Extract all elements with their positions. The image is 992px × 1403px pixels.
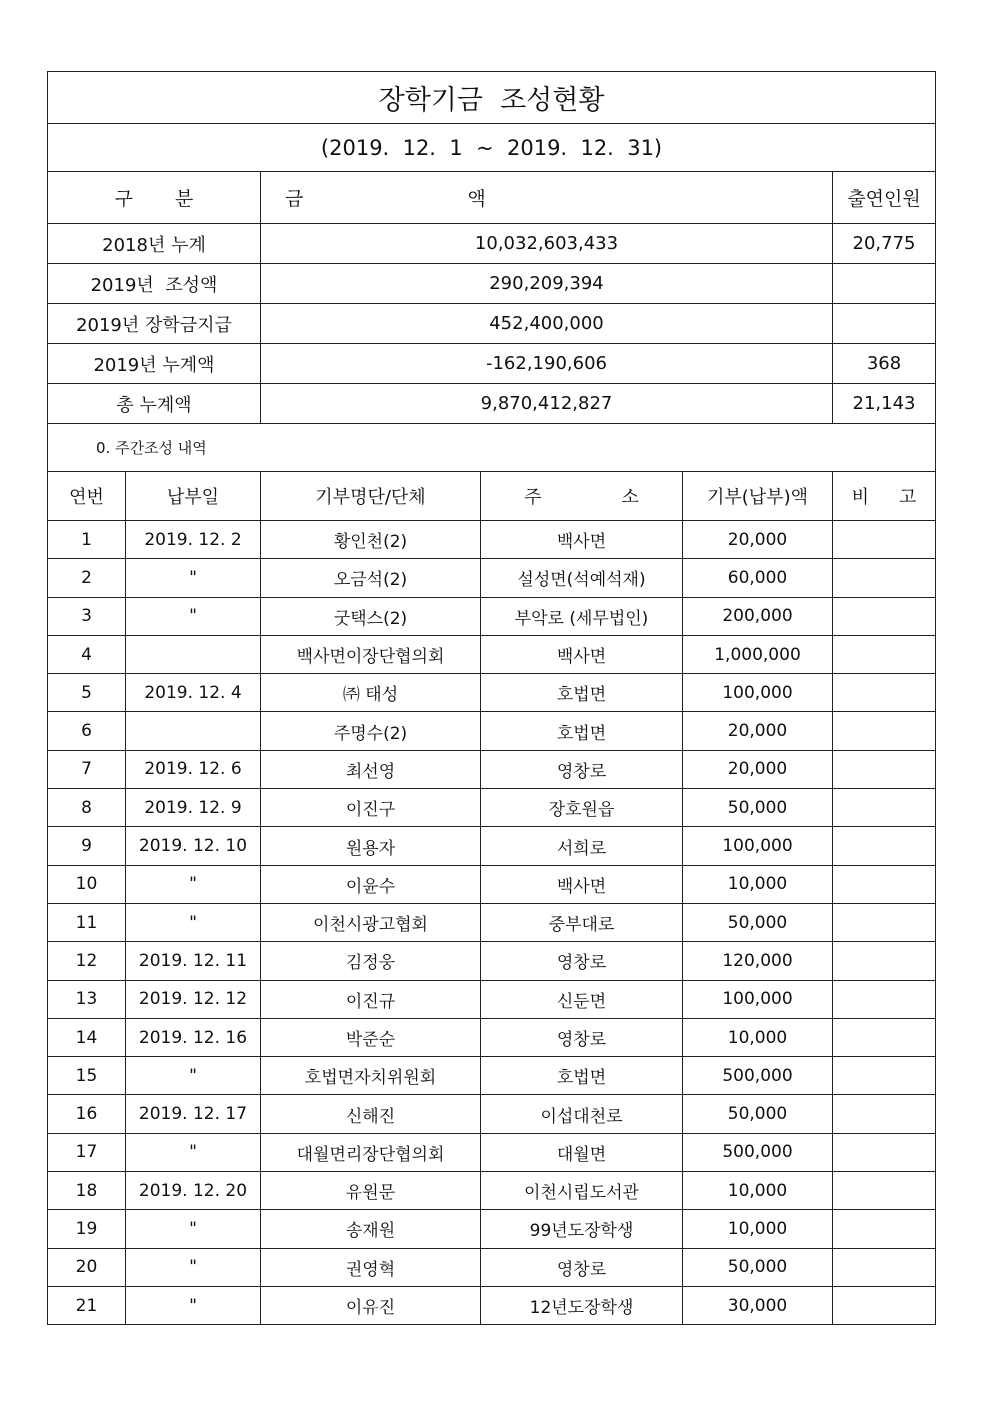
detail-header-row: [48, 472, 936, 521]
cell-note: [833, 942, 936, 980]
cell-no: 7: [48, 750, 126, 788]
cell-donor: 이유진: [261, 1286, 481, 1324]
cell-address: 영창로: [481, 1018, 683, 1056]
cell-note: [833, 674, 936, 712]
cell-address: 영창로: [481, 750, 683, 788]
cell-no: 10: [48, 865, 126, 903]
summary-donors: 368: [833, 344, 936, 384]
cell-amount: 20,000: [683, 712, 833, 750]
cell-no: 6: [48, 712, 126, 750]
cell-date: 2019. 12. 10: [126, 827, 261, 865]
cell-no: 1: [48, 521, 126, 559]
cell-donor: 대월면리장단협의회: [261, 1133, 481, 1171]
cell-address: 신둔면: [481, 980, 683, 1018]
cell-note: [833, 750, 936, 788]
summary-donors: 21,143: [833, 384, 936, 424]
title-row: [48, 72, 936, 124]
cell-amount: 200,000: [683, 597, 833, 635]
cell-note: [833, 521, 936, 559]
cell-note: [833, 1286, 936, 1324]
cell-donor: 송재원: [261, 1210, 481, 1248]
summary-amount: 10,032,603,433: [261, 224, 833, 264]
summary-row: [48, 264, 936, 304]
scholarship-fund-table: [47, 71, 936, 1325]
cell-date: ": [126, 1057, 261, 1095]
cell-donor: 권영혁: [261, 1248, 481, 1286]
cell-no: 21: [48, 1286, 126, 1324]
cell-address: 백사면: [481, 635, 683, 673]
table-row: [48, 980, 936, 1018]
amount-label-a: 금: [285, 188, 304, 210]
cell-donor: 이진구: [261, 789, 481, 827]
cell-amount: 60,000: [683, 559, 833, 597]
cell-amount: 1,000,000: [683, 635, 833, 673]
cell-address: 중부대로: [481, 903, 683, 941]
table-row: [48, 1286, 936, 1324]
cell-amount: 50,000: [683, 789, 833, 827]
cell-address: 호법면: [481, 1057, 683, 1095]
cell-address: 이섭대천로: [481, 1095, 683, 1133]
summary-amount: 290,209,394: [261, 264, 833, 304]
cell-date: 2019. 12. 11: [126, 942, 261, 980]
cell-amount: 30,000: [683, 1286, 833, 1324]
section-row: [48, 424, 936, 472]
cell-amount: 100,000: [683, 980, 833, 1018]
cell-date: 2019. 12. 6: [126, 750, 261, 788]
cell-donor: 이진규: [261, 980, 481, 1018]
cell-address: 서희로: [481, 827, 683, 865]
table-row: [48, 674, 936, 712]
cell-amount: 120,000: [683, 942, 833, 980]
cell-date: 2019. 12. 4: [126, 674, 261, 712]
cell-amount: 50,000: [683, 903, 833, 941]
cell-address: 장호원읍: [481, 789, 683, 827]
cell-amount: 50,000: [683, 1248, 833, 1286]
header-note: [833, 472, 936, 521]
cell-address: 영창로: [481, 1248, 683, 1286]
cell-no: 18: [48, 1172, 126, 1210]
cell-no: 19: [48, 1210, 126, 1248]
cell-date: ": [126, 1210, 261, 1248]
table-row: [48, 827, 936, 865]
table-row: [48, 521, 936, 559]
cell-address: 백사면: [481, 865, 683, 903]
cell-donor: 굿택스(2): [261, 597, 481, 635]
table-row: [48, 903, 936, 941]
cell-donor: 이윤수: [261, 865, 481, 903]
note-label-a: 비: [851, 487, 870, 508]
table-row: [48, 712, 936, 750]
summary-header-category: [48, 172, 261, 224]
cell-no: 3: [48, 597, 126, 635]
page-title: 장학기금 조성현황: [48, 72, 936, 124]
cell-donor: 김정웅: [261, 942, 481, 980]
header-donor: 기부명단/단체: [261, 472, 481, 521]
cell-no: 11: [48, 903, 126, 941]
cell-amount: 100,000: [683, 827, 833, 865]
table-row: [48, 1172, 936, 1210]
cell-note: [833, 597, 936, 635]
table-row: [48, 1133, 936, 1171]
cell-note: [833, 1018, 936, 1056]
cell-date: ": [126, 1248, 261, 1286]
cell-no: 15: [48, 1057, 126, 1095]
cell-date: ": [126, 597, 261, 635]
cell-date: [126, 712, 261, 750]
summary-header-row: [48, 172, 936, 224]
cell-amount: 10,000: [683, 1018, 833, 1056]
cell-amount: 10,000: [683, 865, 833, 903]
period-range: (2019. 12. 1 ~ 2019. 12. 31): [48, 124, 936, 172]
table-row: [48, 1210, 936, 1248]
cell-address: 영창로: [481, 942, 683, 980]
cell-address: 백사면: [481, 521, 683, 559]
category-label-a: 구: [114, 188, 133, 210]
cell-no: 2: [48, 559, 126, 597]
table-row: [48, 1095, 936, 1133]
summary-amount: -162,190,606: [261, 344, 833, 384]
summary-label: 2019년 누계액: [48, 344, 261, 384]
summary-row: [48, 384, 936, 424]
cell-date: ": [126, 559, 261, 597]
cell-date: ": [126, 1133, 261, 1171]
cell-address: 대월면: [481, 1133, 683, 1171]
summary-label: 2018년 누계: [48, 224, 261, 264]
summary-label: 2019년 조성액: [48, 264, 261, 304]
cell-note: [833, 1133, 936, 1171]
note-label-b: 고: [899, 487, 917, 508]
header-date: 납부일: [126, 472, 261, 521]
address-label-b: 소: [621, 487, 639, 508]
table-row: [48, 942, 936, 980]
cell-donor: 원용자: [261, 827, 481, 865]
table-row: [48, 559, 936, 597]
summary-donors: [833, 264, 936, 304]
cell-note: [833, 1210, 936, 1248]
cell-amount: 500,000: [683, 1133, 833, 1171]
table-row: [48, 1057, 936, 1095]
header-no: 연번: [48, 472, 126, 521]
cell-no: 14: [48, 1018, 126, 1056]
cell-no: 4: [48, 635, 126, 673]
cell-date: ": [126, 903, 261, 941]
section-title: 0. 주간조성 내역: [48, 424, 936, 472]
cell-no: 9: [48, 827, 126, 865]
period-row: [48, 124, 936, 172]
cell-no: 13: [48, 980, 126, 1018]
summary-donors: [833, 304, 936, 344]
cell-address: 이천시립도서관: [481, 1172, 683, 1210]
cell-amount: 20,000: [683, 750, 833, 788]
cell-donor: 오금석(2): [261, 559, 481, 597]
cell-date: 2019. 12. 20: [126, 1172, 261, 1210]
table-row: [48, 597, 936, 635]
table-row: [48, 635, 936, 673]
cell-date: 2019. 12. 17: [126, 1095, 261, 1133]
cell-date: ": [126, 865, 261, 903]
cell-note: [833, 712, 936, 750]
summary-row: [48, 344, 936, 384]
cell-date: [126, 635, 261, 673]
table-row: [48, 1018, 936, 1056]
cell-date: ": [126, 1286, 261, 1324]
cell-note: [833, 1057, 936, 1095]
address-label-a: 주: [524, 487, 542, 508]
summary-amount: 9,870,412,827: [261, 384, 833, 424]
cell-note: [833, 827, 936, 865]
cell-no: 16: [48, 1095, 126, 1133]
summary-header-donors: 출연인원: [833, 172, 936, 224]
cell-donor: 황인천(2): [261, 521, 481, 559]
cell-donor: 호법면자치위원회: [261, 1057, 481, 1095]
table-row: [48, 750, 936, 788]
cell-date: 2019. 12. 2: [126, 521, 261, 559]
cell-donor: 백사면이장단협의회: [261, 635, 481, 673]
cell-address: 호법면: [481, 712, 683, 750]
summary-donors: 20,775: [833, 224, 936, 264]
cell-address: 99년도장학생: [481, 1210, 683, 1248]
category-label-b: 분: [175, 188, 194, 210]
cell-no: 20: [48, 1248, 126, 1286]
cell-amount: 10,000: [683, 1172, 833, 1210]
cell-no: 12: [48, 942, 126, 980]
cell-amount: 500,000: [683, 1057, 833, 1095]
summary-header-amount: [261, 172, 833, 224]
header-amount: 기부(납부)액: [683, 472, 833, 521]
cell-donor: 유원문: [261, 1172, 481, 1210]
cell-address: 부악로 (세무법인): [481, 597, 683, 635]
cell-note: [833, 1248, 936, 1286]
cell-note: [833, 635, 936, 673]
cell-donor: 이천시광고협회: [261, 903, 481, 941]
summary-row: [48, 224, 936, 264]
cell-note: [833, 903, 936, 941]
cell-donor: ㈜ 태성: [261, 674, 481, 712]
cell-date: 2019. 12. 12: [126, 980, 261, 1018]
summary-amount: 452,400,000: [261, 304, 833, 344]
cell-note: [833, 1095, 936, 1133]
cell-note: [833, 980, 936, 1018]
cell-donor: 주명수(2): [261, 712, 481, 750]
summary-row: [48, 304, 936, 344]
cell-amount: 100,000: [683, 674, 833, 712]
cell-donor: 신해진: [261, 1095, 481, 1133]
table-row: [48, 789, 936, 827]
cell-no: 17: [48, 1133, 126, 1171]
cell-donor: 박준순: [261, 1018, 481, 1056]
cell-amount: 50,000: [683, 1095, 833, 1133]
table-row: [48, 1248, 936, 1286]
cell-address: 호법면: [481, 674, 683, 712]
cell-note: [833, 789, 936, 827]
cell-amount: 20,000: [683, 521, 833, 559]
amount-label-b: 액: [467, 188, 486, 210]
table-row: [48, 865, 936, 903]
header-address: [481, 472, 683, 521]
cell-date: 2019. 12. 9: [126, 789, 261, 827]
cell-no: 5: [48, 674, 126, 712]
cell-note: [833, 559, 936, 597]
cell-amount: 10,000: [683, 1210, 833, 1248]
summary-label: 총 누계액: [48, 384, 261, 424]
summary-label: 2019년 장학금지급: [48, 304, 261, 344]
cell-donor: 최선영: [261, 750, 481, 788]
cell-address: 설성면(석예석재): [481, 559, 683, 597]
cell-note: [833, 1172, 936, 1210]
cell-date: 2019. 12. 16: [126, 1018, 261, 1056]
cell-address: 12년도장학생: [481, 1286, 683, 1324]
cell-note: [833, 865, 936, 903]
cell-no: 8: [48, 789, 126, 827]
